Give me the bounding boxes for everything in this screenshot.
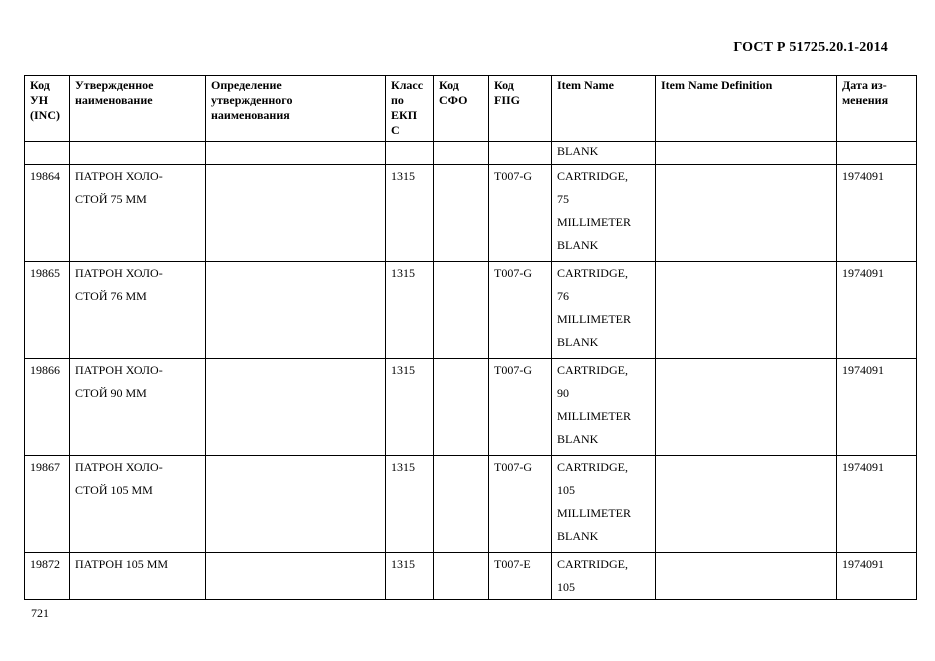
cell-approved-name	[70, 165, 206, 262]
cell-ekp-class: 1315	[386, 456, 434, 553]
cell-approved-name	[70, 359, 206, 456]
cell-item-name-line: BLANK	[557, 432, 599, 446]
cell-ekp-class: 1315	[386, 359, 434, 456]
cell-approved-name-line: ПАТРОН ХОЛО-	[75, 169, 163, 183]
cell-change-date: 1974091	[837, 359, 917, 456]
cell-approved-name	[70, 456, 206, 553]
cell-approved-name-line: ПАТРОН ХОЛО-	[75, 266, 163, 280]
cell-item-name	[552, 262, 656, 359]
cell-definition	[206, 553, 386, 600]
table-row	[25, 262, 917, 359]
header-sfo-code: Код СФО	[434, 76, 489, 142]
continuation-item-name: BLANK	[552, 142, 656, 165]
cell-inc: 19866	[25, 359, 70, 456]
cell-inc: 19867	[25, 456, 70, 553]
cell-item-name	[552, 553, 656, 600]
cell-item-name-line: 75	[557, 192, 569, 206]
cell-definition	[206, 165, 386, 262]
cell-approved-name-line: СТОЙ 76 ММ	[75, 289, 147, 303]
table-row	[25, 359, 917, 456]
registry-table	[24, 75, 917, 600]
cell-approved-name	[70, 262, 206, 359]
cell-sfo-code	[434, 165, 489, 262]
cell-item-definition	[656, 165, 837, 262]
cell-item-name-line: 105	[557, 580, 575, 594]
table-row	[25, 456, 917, 553]
cell-approved-name-line: ПАТРОН ХОЛО-	[75, 363, 163, 377]
cell-approved-name-line: СТОЙ 105 ММ	[75, 483, 153, 497]
header-fiig-code: Код FIIG	[489, 76, 552, 142]
header-inc: Код УН (INC)	[25, 76, 70, 142]
cell-item-name-line: CARTRIDGE,	[557, 169, 628, 183]
page-number: 721	[31, 606, 49, 620]
cell-item-name-line: CARTRIDGE,	[557, 557, 628, 571]
cell-approved-name-line: СТОЙ 90 ММ	[75, 386, 147, 400]
header-item-name-definition: Item Name Definition	[656, 76, 837, 142]
cell-item-name-line: CARTRIDGE,	[557, 363, 628, 377]
cell-ekp-class: 1315	[386, 553, 434, 600]
cell-item-name-line: BLANK	[557, 335, 599, 349]
cell-change-date: 1974091	[837, 262, 917, 359]
cell-ekp-class: 1315	[386, 165, 434, 262]
cell-change-date: 1974091	[837, 165, 917, 262]
table-header-row	[25, 76, 917, 142]
cell-fiig-code: T007-G	[489, 262, 552, 359]
cell-item-name-line: BLANK	[557, 238, 599, 252]
document-title: ГОСТ Р 51725.20.1-2014	[733, 40, 888, 55]
cell-fiig-code: T007-G	[489, 456, 552, 553]
cell-ekp-class: 1315	[386, 262, 434, 359]
header-approved-definition: Определение утвержденного наименования	[206, 76, 386, 142]
cell-item-definition	[656, 553, 837, 600]
cell-item-name-line: MILLIMETER	[557, 215, 631, 229]
cell-item-name	[552, 456, 656, 553]
header-ekp-class: Класс по ЕКП С	[386, 76, 434, 142]
cell-inc: 19864	[25, 165, 70, 262]
cell-fiig-code: T007-G	[489, 165, 552, 262]
header-approved-name: Утвержденное наименование	[70, 76, 206, 142]
cell-item-name	[552, 359, 656, 456]
cell-definition	[206, 456, 386, 553]
cell-item-name-line: BLANK	[557, 529, 599, 543]
cell-fiig-code: T007-E	[489, 553, 552, 600]
cell-item-name-line: 90	[557, 386, 569, 400]
cell-change-date: 1974091	[837, 553, 917, 600]
cell-item-name	[552, 165, 656, 262]
cell-fiig-code: T007-G	[489, 359, 552, 456]
cell-item-definition	[656, 262, 837, 359]
header-change-date: Дата из- менения	[837, 76, 917, 142]
cell-item-name-line: MILLIMETER	[557, 409, 631, 423]
cell-inc: 19872	[25, 553, 70, 600]
cell-item-name-line: 105	[557, 483, 575, 497]
cell-inc: 19865	[25, 262, 70, 359]
cell-item-definition	[656, 359, 837, 456]
cell-sfo-code	[434, 456, 489, 553]
cell-definition	[206, 359, 386, 456]
cell-change-date: 1974091	[837, 456, 917, 553]
cell-approved-name-line: ПАТРОН ХОЛО-	[75, 460, 163, 474]
cell-sfo-code	[434, 553, 489, 600]
cell-item-name-line: CARTRIDGE,	[557, 460, 628, 474]
table-row	[25, 553, 917, 600]
cell-item-name-line: MILLIMETER	[557, 312, 631, 326]
cell-approved-name-line: СТОЙ 75 ММ	[75, 192, 147, 206]
cell-item-name-line: 76	[557, 289, 569, 303]
cell-sfo-code	[434, 359, 489, 456]
cell-sfo-code	[434, 262, 489, 359]
cell-approved-name-line: ПАТРОН 105 ММ	[75, 557, 169, 571]
cell-definition	[206, 262, 386, 359]
cell-item-name-line: MILLIMETER	[557, 506, 631, 520]
cell-approved-name	[70, 553, 206, 600]
cell-item-definition	[656, 456, 837, 553]
header-item-name: Item Name	[552, 76, 656, 142]
table-row	[25, 165, 917, 262]
cell-item-name-line: CARTRIDGE,	[557, 266, 628, 280]
continuation-row	[25, 142, 917, 165]
